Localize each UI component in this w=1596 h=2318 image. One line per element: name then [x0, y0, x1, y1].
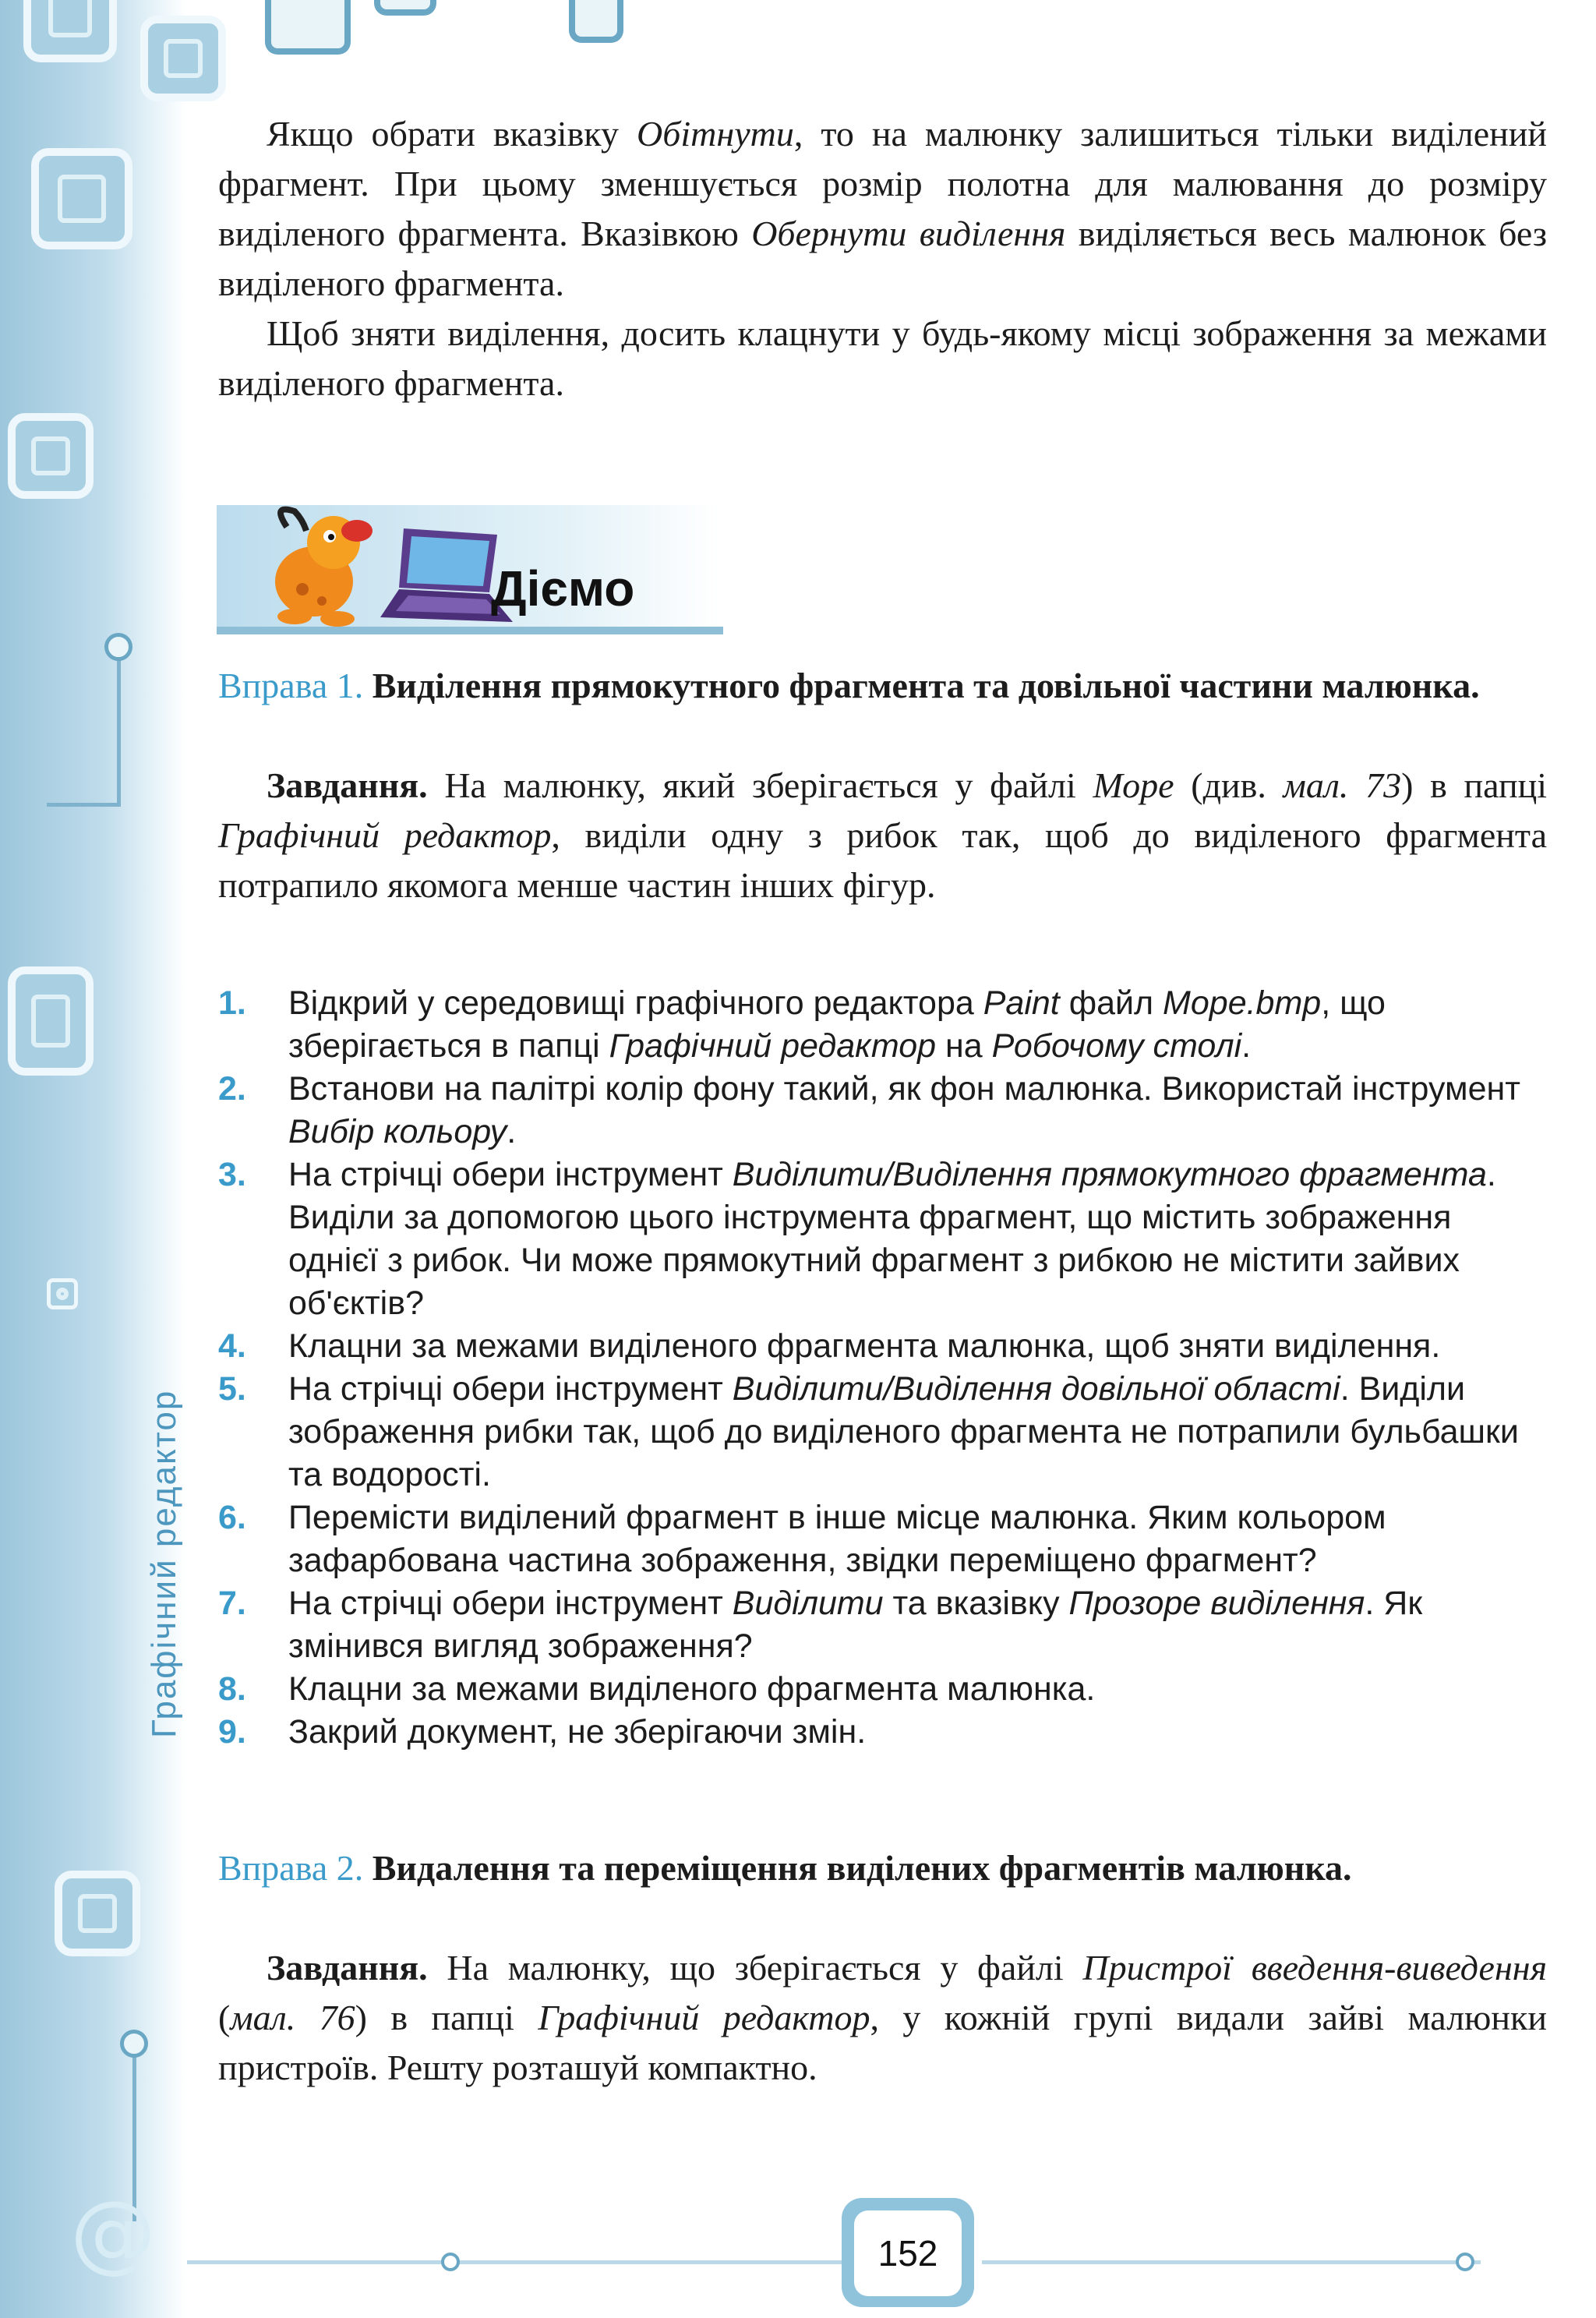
step-number: 7.: [218, 1585, 246, 1622]
exercise-2-title: [218, 1843, 1547, 1893]
command-name: Обернути виділення: [751, 214, 1066, 253]
step-item: [218, 1368, 1547, 1496]
text-span: Якщо обрати вказівку: [267, 114, 637, 154]
task-label: Завдання.: [267, 1948, 428, 1988]
text-span: виділяється весь малюнок без виділеного фрагмента.: [218, 214, 1547, 303]
command-name: Обітнути: [637, 114, 794, 154]
decorative-line: [117, 647, 121, 803]
command-name: Графічний редактор: [609, 1027, 937, 1065]
step-item: [218, 1582, 1547, 1668]
exercise-label: Вправа 2.: [218, 1848, 364, 1888]
step-text: . Виділи за допомогою цього інструмента фрагмент, що містить зображення однієї з рибок. Чи може прямокутний фрагмент з рибкою не містити зайвих об'єктів?: [288, 1156, 1496, 1322]
exercise-2-task: [218, 1943, 1547, 2093]
step-text: файл: [1059, 984, 1163, 1022]
command-name: Виділити/Виділення прямокутного фрагмента: [732, 1156, 1487, 1193]
step-text: та вказівку: [883, 1585, 1069, 1622]
step-text: На стрічці обери інструмент: [288, 1585, 733, 1622]
exercise-label: Вправа 1.: [218, 666, 364, 705]
intro-paragraph-1: [218, 109, 1547, 309]
exercise-1-title: [218, 661, 1547, 711]
command-name: Море.bmp: [1163, 984, 1322, 1022]
step-item: [218, 1711, 1547, 1754]
step-number: 4.: [218, 1327, 246, 1365]
step-text: На стрічці обери інструмент: [288, 1370, 733, 1408]
figure-ref: мал. 73: [1283, 765, 1402, 805]
decorative-square-icon: [55, 1871, 140, 1956]
command-name: Вибір кольору: [288, 1113, 507, 1150]
step-number: 5.: [218, 1370, 246, 1408]
sidebar-section-label: Графічний редактор: [145, 1389, 183, 1738]
step-number: 9.: [218, 1713, 246, 1751]
decorative-square-icon: [8, 966, 94, 1076]
decorative-square-icon: [47, 1278, 78, 1309]
steps-list: [218, 982, 1547, 1754]
text-span: , виділи одну з рибок так, щоб до виділеного фрагмента потрапило якомога менше частин інших фігур.: [218, 815, 1548, 905]
step-number: 6.: [218, 1499, 246, 1536]
exercise-1-task: [218, 761, 1547, 910]
command-name: Paint: [983, 984, 1060, 1022]
step-text: На стрічці обери інструмент: [288, 1156, 733, 1193]
decorative-square-icon: [8, 413, 94, 499]
exercise-heading: Виділення прямокутного фрагмента та довільної частини малюнка.: [363, 666, 1480, 705]
page-number: 152: [854, 2210, 962, 2296]
decorative-square-icon: [140, 16, 226, 101]
step-number: 1.: [218, 984, 246, 1022]
footer-dot-icon: [1456, 2253, 1474, 2271]
step-text: на: [936, 1027, 992, 1065]
footer-line: [187, 2260, 842, 2264]
text-span: , у кожній групі видали зайві малюнки пристроїв. Решту розташуй компактно.: [218, 1998, 1548, 2087]
sidebar-decoration: [0, 0, 187, 2318]
step-item: [218, 1325, 1547, 1368]
figure-ref: мал. 76: [230, 1998, 355, 2037]
section-title: Діємо: [491, 560, 635, 617]
file-name: Пристрої введення-виведення: [1082, 1948, 1547, 1988]
file-name: Море: [1093, 765, 1174, 805]
text-span: На малюнку, що зберігається у файлі: [427, 1948, 1083, 1988]
decorative-square-icon: [265, 0, 351, 55]
step-text: . Як змінився вигляд зображення?: [288, 1585, 1423, 1665]
decorative-circle-icon: [104, 633, 132, 661]
command-name: Прозоре виділення: [1068, 1585, 1365, 1622]
footer-line: [982, 2260, 1481, 2264]
decorative-square-icon: [569, 0, 623, 43]
command-name: Робочому столі: [991, 1027, 1242, 1065]
command-name: Виділити: [732, 1585, 884, 1622]
step-item: [218, 1154, 1547, 1325]
text-span: На малюнку, який зберігається у файлі: [427, 765, 1093, 805]
step-item: [218, 1068, 1547, 1154]
decorative-line: [47, 803, 121, 807]
step-text: Перемісти виділений фрагмент в інше місце малюнка. Яким кольором зафарбована частина зображення, звідки переміщено фрагмент?: [288, 1499, 1386, 1579]
step-text: .: [507, 1113, 517, 1150]
command-name: Виділити/Виділення довільної області: [732, 1370, 1340, 1408]
exercise-heading: Видалення та переміщення виділених фрагментів малюнка.: [363, 1848, 1352, 1888]
intro-paragraph-2: Щоб зняти виділення, досить клацнути у будь-якому місці зображення за межами виділеного фрагмента.: [218, 313, 1547, 403]
step-text: Встанови на палітрі колір фону такий, як фон малюнка. Використай інструмент: [288, 1070, 1520, 1108]
at-sign-icon: @: [70, 2182, 156, 2282]
footer-dot-icon: [441, 2253, 460, 2271]
decorative-square-icon: [374, 0, 436, 16]
page-number-frame: [842, 2198, 974, 2307]
step-number: 8.: [218, 1670, 246, 1708]
text-span: (: [218, 1998, 231, 2037]
step-text: .: [1241, 1027, 1252, 1065]
decorative-square-icon: [31, 148, 132, 249]
dog-mascot-icon: [240, 496, 388, 628]
text-span: ) в папці: [355, 1998, 538, 2037]
step-text: . Виділи зображення рибки так, щоб до виділеного фрагмента не потрапили бульбашки та водорості.: [288, 1370, 1519, 1493]
step-text: Відкрий у середовищі графічного редактора: [288, 984, 983, 1022]
folder-name: Графічний редактор: [218, 815, 552, 855]
step-text: Клацни за межами виділеного фрагмента малюнка.: [288, 1670, 1096, 1708]
step-number: 2.: [218, 1070, 246, 1108]
text-span: , то на малюнку залишиться тільки виділений фрагмент. При цьому зменшується розмір полотна для малювання до розміру виділеного фрагмента. Вказівкою: [218, 114, 1547, 253]
step-item: [218, 1668, 1547, 1711]
text-span: ) в папці: [1401, 765, 1547, 805]
step-text: , що зберігається в папці: [288, 984, 1386, 1065]
decorative-square-icon: [23, 0, 117, 62]
step-text: Закрий документ, не зберігаючи змін.: [288, 1713, 867, 1751]
folder-name: Графічний редактор: [538, 1998, 870, 2037]
text-span: (див.: [1174, 765, 1284, 805]
task-label: Завдання.: [267, 765, 428, 805]
step-number: 3.: [218, 1156, 246, 1193]
step-text: Клацни за межами виділеного фрагмента малюнка, щоб зняти виділення.: [288, 1327, 1441, 1365]
step-item: [218, 982, 1547, 1068]
section-header: [217, 489, 723, 638]
decorative-circle-icon: [120, 2030, 148, 2058]
intro-text: [218, 109, 1547, 408]
step-item: [218, 1496, 1547, 1582]
